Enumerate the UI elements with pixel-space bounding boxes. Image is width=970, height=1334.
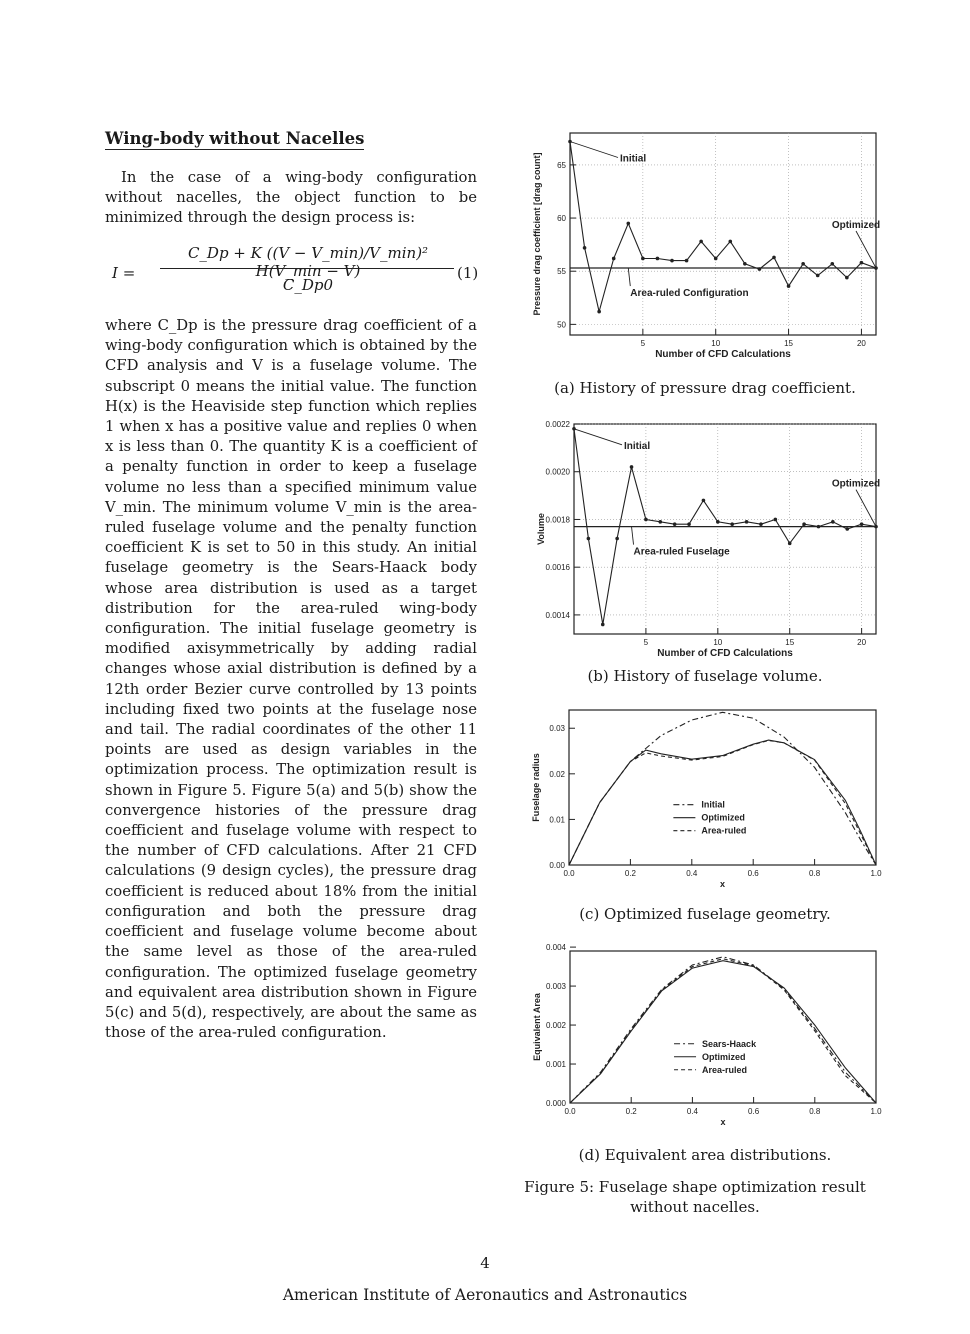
- series-area-ruled: [570, 959, 876, 1103]
- equation-1: [112, 240, 482, 304]
- x-tick-label: 0.6: [747, 869, 759, 878]
- data-point: [728, 240, 732, 244]
- x-tick-label: 15: [785, 638, 795, 647]
- x-tick-label: 0.0: [563, 869, 575, 878]
- y-tick-label: 0.01: [549, 815, 565, 825]
- y-tick-label: 60: [557, 214, 566, 224]
- legend-label-area-ruled: Area-ruled: [702, 1064, 748, 1075]
- x-axis-label: x: [720, 1117, 726, 1127]
- data-point: [670, 259, 674, 263]
- equation-fraction-bar: [160, 268, 454, 269]
- x-tick-label: 0.6: [748, 1107, 760, 1116]
- annotation-leader: [628, 268, 630, 286]
- series-sears-haack: [570, 957, 876, 1103]
- y-tick-label: 0.004: [545, 943, 566, 953]
- equation-numerator: C_Dp + K ((V − V_min)/V_min)² H(V_min − V): [187, 244, 429, 280]
- annotation-initial: Initial: [624, 440, 651, 452]
- data-point: [860, 261, 864, 265]
- plot-frame: [570, 951, 876, 1103]
- data-point: [702, 499, 706, 503]
- page-footer: American Institute of Aeronautics and Astronautics: [282, 1286, 688, 1304]
- data-point: [860, 522, 864, 526]
- annotation-leader: [856, 490, 876, 527]
- data-point: [714, 257, 718, 261]
- data-point: [774, 518, 778, 522]
- legend-label-optimized: Optimized: [701, 812, 745, 823]
- legend-label-initial: Initial: [701, 799, 725, 810]
- page-number: 4: [480, 1254, 490, 1272]
- paragraph-intro: In the case of a wing-body configuration without nacelles, the object function to be minimized through the design process is:: [105, 169, 477, 227]
- caption-a: (a) History of pressure drag coefficient.: [554, 379, 856, 397]
- y-axis-label: Pressure drag coefficient [drag count]: [532, 152, 542, 316]
- data-point: [612, 257, 616, 261]
- y-axis-label: Equivalent Area: [532, 993, 542, 1061]
- y-tick-label: 0.001: [545, 1060, 566, 1070]
- y-tick-label: 0.0022: [545, 420, 570, 429]
- x-tick-label: 0.4: [686, 1107, 698, 1116]
- chart-fuselage-geometry: [520, 700, 890, 900]
- y-tick-label: 0.0018: [545, 515, 570, 525]
- x-tick-label: 1.0: [870, 1107, 882, 1116]
- plot-area: [531, 710, 882, 889]
- x-tick-label: 10: [711, 339, 721, 348]
- x-tick-label: 15: [784, 339, 794, 348]
- data-point: [615, 537, 619, 541]
- equation-denominator: C_Dp0: [282, 276, 334, 294]
- data-point: [656, 257, 660, 261]
- y-tick-label: 0.003: [545, 982, 566, 992]
- equation-number: (1): [457, 264, 479, 282]
- plot-frame: [569, 710, 876, 865]
- plot-area: [536, 420, 880, 659]
- data-point: [630, 465, 634, 469]
- y-tick-label: 0.0016: [545, 563, 570, 573]
- plot-area: [532, 133, 880, 360]
- data-point: [745, 520, 749, 524]
- legend-label-optimized: Optimized: [702, 1051, 746, 1062]
- x-tick-label: 5: [640, 339, 646, 348]
- y-tick-label: 50: [557, 320, 566, 330]
- x-tick-label: 20: [856, 339, 866, 348]
- y-tick-label: 0.02: [549, 769, 565, 779]
- equation-lhs: I =: [112, 264, 136, 282]
- y-tick-label: 0.002: [545, 1021, 566, 1031]
- y-tick-label: 55: [557, 267, 566, 277]
- data-point: [845, 527, 849, 531]
- data-point: [644, 518, 648, 522]
- chart-pressure-drag-history: [520, 125, 890, 375]
- annotation-leader: [574, 429, 622, 445]
- annotation-leader: [570, 142, 618, 158]
- x-axis-label: Number of CFD Calculations: [655, 349, 791, 360]
- chart-fuselage-volume-history: [520, 413, 890, 663]
- x-tick-label: 1.0: [870, 869, 882, 878]
- x-tick-label: 0.2: [624, 869, 636, 878]
- data-point: [830, 262, 834, 266]
- annotation-optimized: Optimized: [831, 220, 881, 232]
- annotation-leader: [632, 527, 634, 545]
- data-point: [685, 259, 689, 263]
- x-tick-label: 0.8: [809, 869, 821, 878]
- x-tick-label: 20: [857, 638, 867, 647]
- annotation-initial: Initial: [620, 153, 647, 165]
- x-tick-label: 5: [643, 638, 649, 647]
- data-point: [583, 246, 587, 250]
- data-point: [716, 520, 720, 524]
- data-point: [687, 522, 691, 526]
- data-point: [801, 262, 805, 266]
- caption-c: (c) Optimized fuselage geometry.: [579, 905, 831, 923]
- data-point: [831, 520, 835, 524]
- legend-label-sears-haack: Sears-Haack: [702, 1038, 757, 1049]
- annotation-optimized: Optimized: [831, 478, 881, 490]
- y-axis-label: Fuselage radius: [531, 753, 541, 822]
- data-point: [759, 522, 763, 526]
- data-point: [597, 310, 601, 314]
- y-tick-label: 0.0014: [545, 610, 570, 620]
- data-point: [743, 262, 747, 266]
- y-tick-label: 65: [557, 160, 566, 170]
- data-point: [730, 522, 734, 526]
- y-tick-label: 0.00: [549, 861, 565, 870]
- data-point: [601, 623, 605, 627]
- x-tick-label: 10: [713, 638, 723, 647]
- x-tick-label: 0.4: [686, 869, 698, 878]
- figure-caption: Figure 5: Fuselage shape optimization result without nacelles.: [524, 1178, 866, 1216]
- data-point: [788, 542, 792, 546]
- plot-area: [532, 943, 882, 1127]
- x-tick-label: 0.2: [625, 1107, 637, 1116]
- data-point: [874, 525, 878, 529]
- series-optimized: [570, 961, 876, 1103]
- x-tick-label: 0.0: [564, 1107, 576, 1116]
- x-axis-label: x: [719, 879, 726, 889]
- data-point: [802, 522, 806, 526]
- paragraph-body: where C_Dp is the pressure drag coefficient of a wing-body configuration which is obtained by the CFD analysis and V is a fuselage volume. The subscript 0 means the initial value. The function H(x) is the Heaviside step function which replies 1 when x has a positive value and replies 0 when x is less than 0. The quantity K is a coefficient of a penalty function in order to keep a fuselage volume no less than a specified minimum value V_min. The minimum volume V_min is the area-ruled fuselage volume and the penalty function coefficient K is set to 50 in this study. An initial fuselage geometry is the Sears-Haack body whose area distribution is used as a target distribution for the area-ruled wing-body configuration. The initial fuselage geometry is modified axisymmetrically by adding radial changes whose axial distribution is defined by a 12th order Bezier curve controlled by 13 points including fixed two points at the fuselage nose and tail. The radial coordinates of the other 11 points are used as design variables in the optimization process. The optimization result is shown in Figure 5. Figure 5(a) and 5(b) show the convergence histories of the pressure drag coefficient and fuselage volume with respect to the number of CFD calculations. After 21 CFD calculations (9 design cycles), the pressure drag coefficient is reduced about 18% from the initial configuration and both the pressure drag coefficient and fuselage volume become about the same level as those of the area-ruled configuration. The optimized fuselage geometry and equivalent area distribution shown in Figure 5(c) and 5(d), respectively, are about the same as those of the area-ruled configuration.: [105, 317, 477, 1042]
- data-point: [673, 522, 677, 526]
- y-tick-label: 0.0020: [545, 467, 570, 477]
- legend-label-area-ruled: Area-ruled: [701, 825, 747, 836]
- caption-b: (b) History of fuselage volume.: [587, 667, 823, 685]
- data-point: [787, 284, 791, 288]
- section-heading: Wing-body without Nacelles: [105, 129, 365, 148]
- annotation-area-ruled-fuselage: Area-ruled Fuselage: [633, 546, 730, 558]
- data-point: [658, 520, 662, 524]
- y-tick-label: 0.000: [545, 1099, 566, 1108]
- annotation-area-ruled-configuration: Area-ruled Configuration: [630, 288, 749, 300]
- data-point: [587, 537, 591, 541]
- data-point: [817, 525, 821, 529]
- data-point: [641, 257, 645, 261]
- chart-equivalent-area: [520, 940, 890, 1140]
- x-axis-label: Number of CFD Calculations: [657, 648, 793, 659]
- data-point: [816, 274, 820, 278]
- data-point: [626, 222, 630, 226]
- series-history: [570, 142, 876, 312]
- y-tick-label: 0.03: [549, 724, 565, 734]
- annotation-leader: [856, 231, 876, 268]
- data-point: [758, 267, 762, 271]
- plot-frame: [570, 133, 876, 335]
- caption-d: (d) Equivalent area distributions.: [578, 1146, 832, 1164]
- data-point: [772, 256, 776, 260]
- data-point: [699, 240, 703, 244]
- x-tick-label: 0.8: [809, 1107, 821, 1116]
- series-initial: [569, 712, 876, 865]
- y-axis-label: Volume: [536, 513, 546, 545]
- data-point: [845, 276, 849, 280]
